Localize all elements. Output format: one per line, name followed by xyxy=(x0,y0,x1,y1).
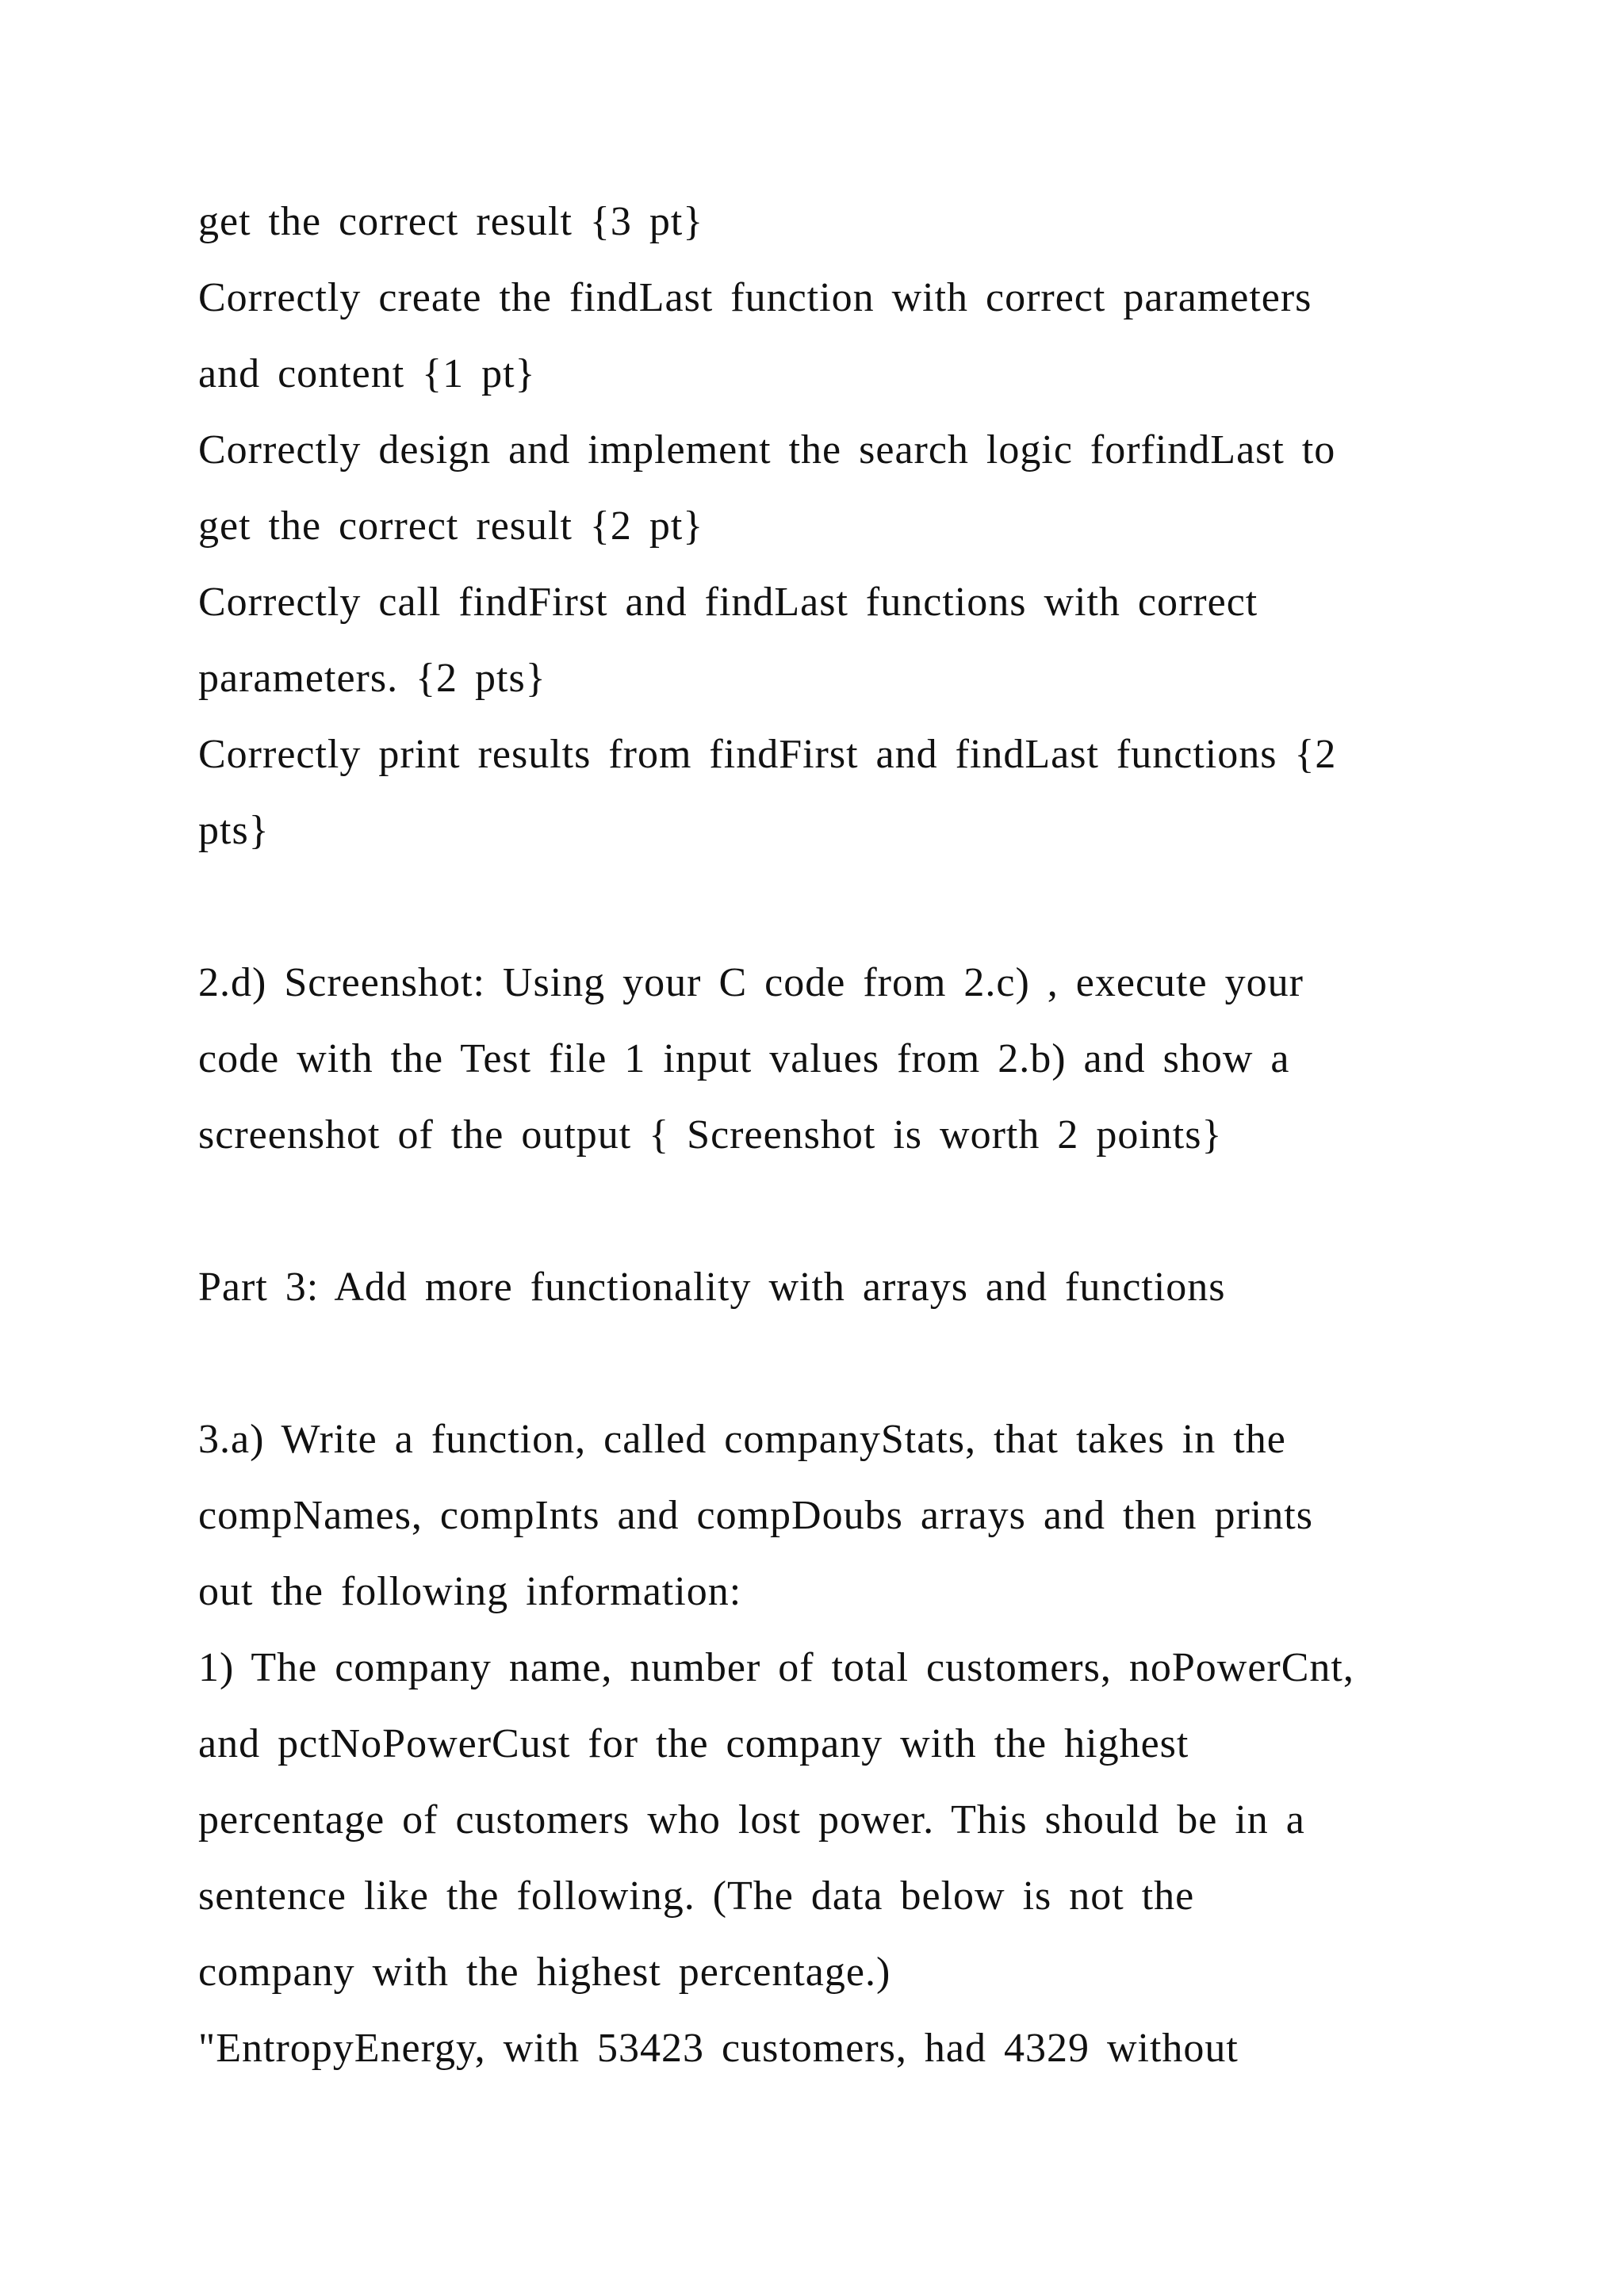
text-line: and pctNoPowerCust for the company with the highest xyxy=(198,1721,1189,1766)
text-line: compNames, compInts and compDoubs arrays and then prints xyxy=(198,1493,1313,1538)
blank-line xyxy=(198,869,1435,945)
text-line: code with the Test file 1 input values from 2.b) and show a xyxy=(198,1036,1290,1081)
section-heading: Part 3: Add more functionality with arrays and functions xyxy=(198,1265,1226,1310)
text-line: get the correct result {2 pt} xyxy=(198,503,704,549)
text-line: company with the highest percentage.) xyxy=(198,1950,891,1995)
blank-line xyxy=(198,1326,1435,1402)
text-line: "EntropyEnergy, with 53423 customers, had 4329 without xyxy=(198,2026,1239,2071)
text-line: 3.a) Write a function, called companyStats, that takes in the xyxy=(198,1417,1286,1462)
text-line: 2.d) Screenshot: Using your C code from 2.c) , execute your xyxy=(198,960,1304,1005)
text-line: out the following information: xyxy=(198,1569,742,1614)
text-line: parameters. {2 pts} xyxy=(198,656,546,701)
document-body xyxy=(198,184,1435,2087)
text-line: pts} xyxy=(198,808,270,853)
text-line: Correctly print results from findFirst and findLast functions {2 xyxy=(198,732,1337,777)
text-line: 1) The company name, number of total customers, noPowerCnt, xyxy=(198,1645,1354,1690)
text-line: Correctly design and implement the search logic forfindLast to xyxy=(198,427,1336,473)
text-line: Correctly call findFirst and findLast functions with correct xyxy=(198,580,1258,625)
text-line: sentence like the following. (The data below is not the xyxy=(198,1873,1195,1919)
text-line: get the correct result {3 pt} xyxy=(198,199,704,244)
text-line: Correctly create the findLast function with correct parameters xyxy=(198,275,1312,320)
text-line: screenshot of the output { Screenshot is worth 2 points} xyxy=(198,1112,1223,1158)
text-line: and content {1 pt} xyxy=(198,351,536,396)
blank-line xyxy=(198,1173,1435,1249)
text-line: percentage of customers who lost power. This should be in a xyxy=(198,1797,1305,1843)
